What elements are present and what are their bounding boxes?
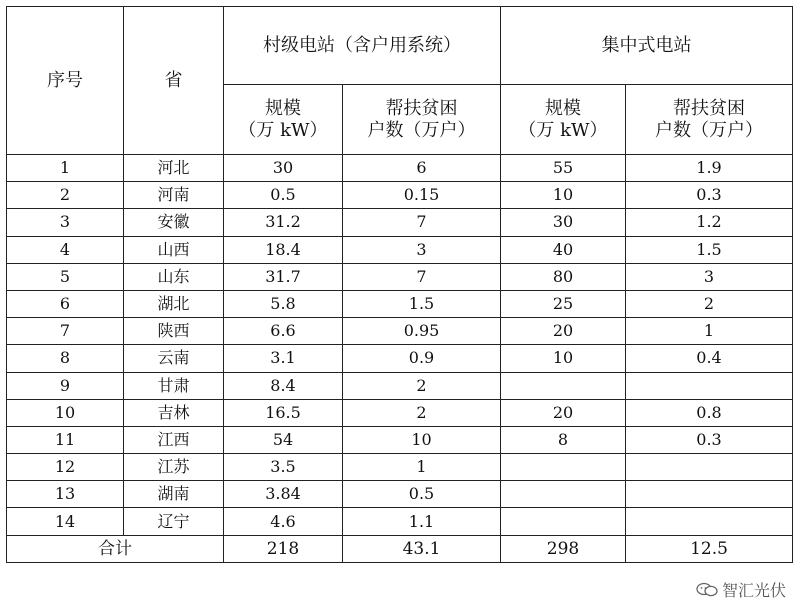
cell-village-poor: 0.15 bbox=[343, 182, 501, 209]
cell-province: 安徽 bbox=[124, 209, 224, 236]
total-label: 合计 bbox=[7, 535, 224, 562]
cell-index: 7 bbox=[7, 318, 124, 345]
header-scale-line2: （万 kW） bbox=[518, 119, 608, 141]
cell-index: 5 bbox=[7, 263, 124, 290]
header-central-poor bbox=[626, 85, 793, 155]
cell-index: 12 bbox=[7, 454, 124, 481]
total-central-poor: 12.5 bbox=[626, 535, 793, 562]
table-body bbox=[7, 155, 793, 536]
table-row bbox=[7, 508, 793, 535]
header-scale-line2: （万 kW） bbox=[238, 119, 328, 141]
cell-central-poor: 1.5 bbox=[626, 236, 793, 263]
cell-central-scale bbox=[501, 454, 626, 481]
cell-central-scale bbox=[501, 508, 626, 535]
cell-index: 14 bbox=[7, 508, 124, 535]
watermark bbox=[696, 578, 786, 601]
cell-village-scale: 0.5 bbox=[224, 182, 343, 209]
cell-village-poor: 6 bbox=[343, 155, 501, 182]
cell-village-scale: 31.7 bbox=[224, 263, 343, 290]
table-row bbox=[7, 426, 793, 453]
cell-province: 河南 bbox=[124, 182, 224, 209]
cell-village-scale: 18.4 bbox=[224, 236, 343, 263]
header-poor-line1: 帮扶贫困 bbox=[673, 97, 745, 119]
cell-central-scale bbox=[501, 481, 626, 508]
cell-province: 甘肃 bbox=[124, 372, 224, 399]
cell-index: 9 bbox=[7, 372, 124, 399]
cell-central-poor: 2 bbox=[626, 290, 793, 317]
cell-province: 云南 bbox=[124, 345, 224, 372]
cell-village-poor: 7 bbox=[343, 263, 501, 290]
cell-index: 3 bbox=[7, 209, 124, 236]
cell-index: 2 bbox=[7, 182, 124, 209]
cell-central-poor bbox=[626, 508, 793, 535]
cell-central-poor: 1 bbox=[626, 318, 793, 345]
cell-village-poor: 0.9 bbox=[343, 345, 501, 372]
header-poor-line1: 帮扶贫困 bbox=[385, 97, 458, 119]
header-index: 序号 bbox=[7, 7, 124, 155]
cell-village-poor: 1 bbox=[343, 454, 501, 481]
cell-village-poor: 7 bbox=[343, 209, 501, 236]
total-village-scale: 218 bbox=[224, 535, 343, 562]
cell-central-scale bbox=[501, 372, 626, 399]
cell-central-scale: 30 bbox=[501, 209, 626, 236]
header-scale-line1: 规模 bbox=[545, 97, 581, 119]
cell-index: 10 bbox=[7, 399, 124, 426]
cell-central-poor bbox=[626, 454, 793, 481]
cell-index: 11 bbox=[7, 426, 124, 453]
table-row bbox=[7, 182, 793, 209]
cell-central-scale: 80 bbox=[501, 263, 626, 290]
cell-village-scale: 16.5 bbox=[224, 399, 343, 426]
cell-province: 吉林 bbox=[124, 399, 224, 426]
header-province: 省 bbox=[124, 7, 224, 155]
cell-central-poor bbox=[626, 481, 793, 508]
header-poor-line2: 户数（万户） bbox=[367, 119, 476, 141]
cell-village-scale: 5.8 bbox=[224, 290, 343, 317]
cell-index: 13 bbox=[7, 481, 124, 508]
table-row bbox=[7, 263, 793, 290]
cell-village-poor: 3 bbox=[343, 236, 501, 263]
cell-village-scale: 3.5 bbox=[224, 454, 343, 481]
total-central-scale: 298 bbox=[501, 535, 626, 562]
cell-village-scale: 31.2 bbox=[224, 209, 343, 236]
cell-village-poor: 2 bbox=[343, 372, 501, 399]
cell-village-poor: 0.95 bbox=[343, 318, 501, 345]
cell-central-poor: 0.8 bbox=[626, 399, 793, 426]
cell-central-poor bbox=[626, 372, 793, 399]
cell-village-scale: 54 bbox=[224, 426, 343, 453]
cell-village-scale: 30 bbox=[224, 155, 343, 182]
cell-village-scale: 8.4 bbox=[224, 372, 343, 399]
table-row bbox=[7, 345, 793, 372]
chat-bubble-icon bbox=[696, 582, 718, 598]
header-central-station: 集中式电站 bbox=[501, 7, 793, 85]
cell-province: 江苏 bbox=[124, 454, 224, 481]
poverty-alleviation-pv-table bbox=[6, 6, 793, 563]
cell-central-poor: 0.3 bbox=[626, 182, 793, 209]
cell-village-scale: 3.84 bbox=[224, 481, 343, 508]
table-row bbox=[7, 481, 793, 508]
header-row-group bbox=[7, 7, 793, 85]
header-village-station: 村级电站（含户用系统） bbox=[224, 7, 501, 85]
cell-central-scale: 55 bbox=[501, 155, 626, 182]
cell-province: 湖北 bbox=[124, 290, 224, 317]
cell-central-scale: 10 bbox=[501, 182, 626, 209]
cell-central-scale: 25 bbox=[501, 290, 626, 317]
table-row bbox=[7, 236, 793, 263]
cell-index: 1 bbox=[7, 155, 124, 182]
cell-province: 陕西 bbox=[124, 318, 224, 345]
cell-village-poor: 1.5 bbox=[343, 290, 501, 317]
table-row bbox=[7, 372, 793, 399]
cell-province: 河北 bbox=[124, 155, 224, 182]
watermark-text: 智汇光伏 bbox=[721, 581, 786, 600]
cell-index: 4 bbox=[7, 236, 124, 263]
cell-province: 江西 bbox=[124, 426, 224, 453]
cell-central-poor: 3 bbox=[626, 263, 793, 290]
cell-village-scale: 6.6 bbox=[224, 318, 343, 345]
cell-village-scale: 3.1 bbox=[224, 345, 343, 372]
cell-central-scale: 10 bbox=[501, 345, 626, 372]
table-row bbox=[7, 399, 793, 426]
header-village-poor bbox=[343, 85, 501, 155]
cell-central-scale: 8 bbox=[501, 426, 626, 453]
cell-village-poor: 2 bbox=[343, 399, 501, 426]
header-village-scale bbox=[224, 85, 343, 155]
cell-central-poor: 0.4 bbox=[626, 345, 793, 372]
cell-village-scale: 4.6 bbox=[224, 508, 343, 535]
header-central-scale bbox=[501, 85, 626, 155]
header-scale-line1: 规模 bbox=[265, 97, 301, 119]
cell-central-scale: 20 bbox=[501, 318, 626, 345]
cell-central-scale: 20 bbox=[501, 399, 626, 426]
table-row bbox=[7, 155, 793, 182]
cell-village-poor: 10 bbox=[343, 426, 501, 453]
cell-province: 湖南 bbox=[124, 481, 224, 508]
cell-province: 山西 bbox=[124, 236, 224, 263]
cell-index: 6 bbox=[7, 290, 124, 317]
table-row bbox=[7, 290, 793, 317]
cell-province: 辽宁 bbox=[124, 508, 224, 535]
header-poor-line2: 户数（万户） bbox=[655, 119, 763, 141]
total-row bbox=[7, 535, 793, 562]
cell-central-poor: 1.9 bbox=[626, 155, 793, 182]
cell-central-poor: 0.3 bbox=[626, 426, 793, 453]
total-village-poor: 43.1 bbox=[343, 535, 501, 562]
cell-province: 山东 bbox=[124, 263, 224, 290]
cell-central-scale: 40 bbox=[501, 236, 626, 263]
table-row bbox=[7, 318, 793, 345]
cell-village-poor: 1.1 bbox=[343, 508, 501, 535]
cell-index: 8 bbox=[7, 345, 124, 372]
table-row bbox=[7, 454, 793, 481]
cell-central-poor: 1.2 bbox=[626, 209, 793, 236]
table-row bbox=[7, 209, 793, 236]
cell-village-poor: 0.5 bbox=[343, 481, 501, 508]
